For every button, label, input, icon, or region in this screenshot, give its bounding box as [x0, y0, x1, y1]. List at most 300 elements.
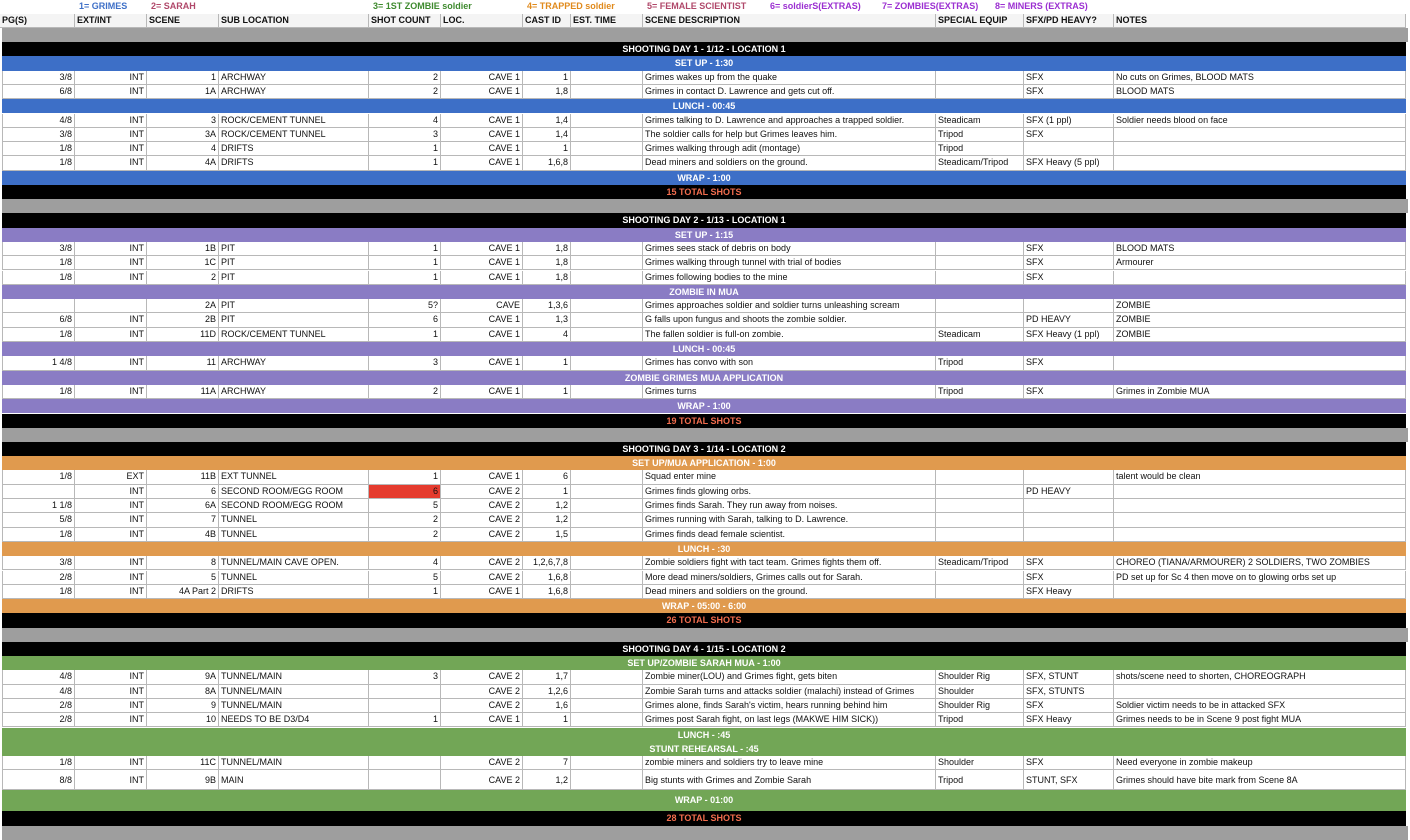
- cell-pages[interactable]: 3/8: [2, 556, 75, 570]
- cell-pages[interactable]: 1 4/8: [2, 356, 75, 370]
- cell-scene[interactable]: 1: [147, 71, 219, 85]
- cell-pages[interactable]: 8/8: [2, 770, 75, 790]
- cell-notes[interactable]: [1114, 271, 1406, 285]
- cell-ext-int[interactable]: INT: [75, 699, 147, 713]
- cell-shot-count[interactable]: 4: [369, 556, 441, 570]
- cell-sub-location[interactable]: TUNNEL: [219, 528, 369, 542]
- cell-notes[interactable]: [1114, 528, 1406, 542]
- cell-special-equip[interactable]: Steadicam: [936, 328, 1024, 342]
- cell-special-equip[interactable]: [936, 85, 1024, 99]
- cell-ext-int[interactable]: EXT: [75, 470, 147, 484]
- cell-pages[interactable]: 1/8: [2, 470, 75, 484]
- cell-shot-count[interactable]: 3: [369, 128, 441, 142]
- cell-scene-description[interactable]: Grimes finds Sarah. They run away from noises.: [643, 499, 936, 513]
- cell-est-time[interactable]: [571, 156, 643, 170]
- cell-special-equip[interactable]: Shoulder: [936, 756, 1024, 770]
- cell-location[interactable]: CAVE 2: [441, 571, 523, 585]
- cell-scene[interactable]: 2A: [147, 299, 219, 313]
- cell-notes[interactable]: ZOMBIE: [1114, 313, 1406, 327]
- cell-scene-description[interactable]: Grimes wakes up from the quake: [643, 71, 936, 85]
- cell-sub-location[interactable]: ARCHWAY: [219, 85, 369, 99]
- cell-shot-count[interactable]: 6: [369, 485, 441, 499]
- cell-special-equip[interactable]: [936, 242, 1024, 256]
- cell-cast-id[interactable]: 1,2: [523, 770, 571, 790]
- cell-location[interactable]: CAVE 1: [441, 470, 523, 484]
- cell-location[interactable]: CAVE 1: [441, 156, 523, 170]
- cell-scene-description[interactable]: Grimes post Sarah fight, on last legs (MAKWE HIM SICK)): [643, 713, 936, 727]
- cell-notes[interactable]: [1114, 142, 1406, 156]
- cell-special-equip[interactable]: [936, 71, 1024, 85]
- cell-scene-description[interactable]: Zombie soldiers fight with tact team. Grimes fights them off.: [643, 556, 936, 570]
- cell-sub-location[interactable]: PIT: [219, 271, 369, 285]
- cell-scene[interactable]: 11B: [147, 470, 219, 484]
- cell-scene-description[interactable]: Grimes following bodies to the mine: [643, 271, 936, 285]
- cell-scene-description[interactable]: Grimes walking through adit (montage): [643, 142, 936, 156]
- cell-ext-int[interactable]: INT: [75, 571, 147, 585]
- cell-sub-location[interactable]: TUNNEL/MAIN: [219, 685, 369, 699]
- cell-pages[interactable]: 4/8: [2, 670, 75, 684]
- cell-shot-count[interactable]: 4: [369, 114, 441, 128]
- cell-special-equip[interactable]: [936, 256, 1024, 270]
- cell-est-time[interactable]: [571, 328, 643, 342]
- cell-scene-description[interactable]: Grimes alone, finds Sarah's victim, hears running behind him: [643, 699, 936, 713]
- cell-notes[interactable]: [1114, 128, 1406, 142]
- cell-est-time[interactable]: [571, 556, 643, 570]
- cell-shot-count[interactable]: [369, 770, 441, 790]
- cell-notes[interactable]: [1114, 356, 1406, 370]
- cell-ext-int[interactable]: INT: [75, 114, 147, 128]
- cell-scene-description[interactable]: zombie miners and soldiers try to leave mine: [643, 756, 936, 770]
- cell-sub-location[interactable]: PIT: [219, 242, 369, 256]
- cell-sfx-pd-heavy[interactable]: SFX: [1024, 385, 1114, 399]
- cell-notes[interactable]: [1114, 156, 1406, 170]
- cell-pages[interactable]: 6/8: [2, 85, 75, 99]
- cell-scene[interactable]: 1A: [147, 85, 219, 99]
- cell-ext-int[interactable]: INT: [75, 156, 147, 170]
- cell-scene[interactable]: 11: [147, 356, 219, 370]
- cell-pages[interactable]: 3/8: [2, 128, 75, 142]
- cell-ext-int[interactable]: INT: [75, 271, 147, 285]
- cell-ext-int[interactable]: INT: [75, 756, 147, 770]
- cell-special-equip[interactable]: [936, 485, 1024, 499]
- cell-ext-int[interactable]: INT: [75, 142, 147, 156]
- cell-sub-location[interactable]: TUNNEL/MAIN: [219, 670, 369, 684]
- cell-scene[interactable]: 2B: [147, 313, 219, 327]
- cell-notes[interactable]: [1114, 485, 1406, 499]
- cell-scene[interactable]: 7: [147, 513, 219, 527]
- cell-scene-description[interactable]: The fallen soldier is full-on zombie.: [643, 328, 936, 342]
- cell-sfx-pd-heavy[interactable]: SFX: [1024, 699, 1114, 713]
- cell-special-equip[interactable]: Tripod: [936, 713, 1024, 727]
- cell-shot-count[interactable]: 1: [369, 142, 441, 156]
- cell-ext-int[interactable]: INT: [75, 556, 147, 570]
- cell-special-equip[interactable]: Tripod: [936, 385, 1024, 399]
- cell-pages[interactable]: 1/8: [2, 142, 75, 156]
- cell-shot-count[interactable]: 2: [369, 71, 441, 85]
- cell-notes[interactable]: Need everyone in zombie makeup: [1114, 756, 1406, 770]
- cell-scene[interactable]: 9B: [147, 770, 219, 790]
- cell-cast-id[interactable]: 1,6,8: [523, 585, 571, 599]
- cell-sfx-pd-heavy[interactable]: SFX (1 ppl): [1024, 114, 1114, 128]
- cell-scene-description[interactable]: Grimes walking through tunnel with trial of bodies: [643, 256, 936, 270]
- cell-shot-count[interactable]: 2: [369, 385, 441, 399]
- cell-sub-location[interactable]: TUNNEL/MAIN: [219, 756, 369, 770]
- cell-sfx-pd-heavy[interactable]: SFX Heavy: [1024, 713, 1114, 727]
- cell-scene-description[interactable]: Dead miners and soldiers on the ground.: [643, 585, 936, 599]
- cell-scene[interactable]: 4A: [147, 156, 219, 170]
- cell-location[interactable]: CAVE 1: [441, 256, 523, 270]
- cell-cast-id[interactable]: 1,6,8: [523, 156, 571, 170]
- cell-scene-description[interactable]: Zombie miner(LOU) and Grimes fight, gets biten: [643, 670, 936, 684]
- cell-est-time[interactable]: [571, 114, 643, 128]
- cell-sub-location[interactable]: ARCHWAY: [219, 71, 369, 85]
- cell-ext-int[interactable]: INT: [75, 670, 147, 684]
- cell-est-time[interactable]: [571, 699, 643, 713]
- cell-sfx-pd-heavy[interactable]: [1024, 142, 1114, 156]
- cell-sfx-pd-heavy[interactable]: SFX Heavy (1 ppl): [1024, 328, 1114, 342]
- cell-sub-location[interactable]: TUNNEL: [219, 571, 369, 585]
- cell-sub-location[interactable]: TUNNEL: [219, 513, 369, 527]
- cell-sub-location[interactable]: SECOND ROOM/EGG ROOM: [219, 499, 369, 513]
- cell-shot-count[interactable]: 2: [369, 85, 441, 99]
- cell-pages[interactable]: 4/8: [2, 685, 75, 699]
- cell-pages[interactable]: 3/8: [2, 242, 75, 256]
- cell-scene-description[interactable]: Dead miners and soldiers on the ground.: [643, 156, 936, 170]
- cell-location[interactable]: CAVE 1: [441, 713, 523, 727]
- cell-pages[interactable]: 2/8: [2, 699, 75, 713]
- cell-special-equip[interactable]: [936, 499, 1024, 513]
- cell-location[interactable]: CAVE 2: [441, 556, 523, 570]
- cell-cast-id[interactable]: 1,5: [523, 528, 571, 542]
- cell-notes[interactable]: PD set up for Sc 4 then move on to glowing orbs set up: [1114, 571, 1406, 585]
- cell-sub-location[interactable]: DRIFTS: [219, 585, 369, 599]
- cell-est-time[interactable]: [571, 499, 643, 513]
- cell-cast-id[interactable]: 1,6,8: [523, 571, 571, 585]
- cell-est-time[interactable]: [571, 299, 643, 313]
- cell-notes[interactable]: ZOMBIE: [1114, 328, 1406, 342]
- cell-sfx-pd-heavy[interactable]: [1024, 513, 1114, 527]
- cell-shot-count[interactable]: 6: [369, 313, 441, 327]
- cell-location[interactable]: CAVE 1: [441, 71, 523, 85]
- cell-ext-int[interactable]: INT: [75, 713, 147, 727]
- cell-location[interactable]: CAVE 2: [441, 685, 523, 699]
- cell-shot-count[interactable]: [369, 699, 441, 713]
- cell-scene[interactable]: 4: [147, 142, 219, 156]
- cell-sub-location[interactable]: PIT: [219, 299, 369, 313]
- cell-location[interactable]: CAVE 1: [441, 356, 523, 370]
- cell-cast-id[interactable]: 1,6: [523, 699, 571, 713]
- cell-sub-location[interactable]: PIT: [219, 256, 369, 270]
- cell-sfx-pd-heavy[interactable]: SFX: [1024, 356, 1114, 370]
- cell-sfx-pd-heavy[interactable]: [1024, 299, 1114, 313]
- cell-ext-int[interactable]: INT: [75, 256, 147, 270]
- cell-notes[interactable]: Armourer: [1114, 256, 1406, 270]
- cell-est-time[interactable]: [571, 256, 643, 270]
- cell-est-time[interactable]: [571, 271, 643, 285]
- cell-shot-count[interactable]: 2: [369, 513, 441, 527]
- cell-scene-description[interactable]: Grimes in contact D. Lawrence and gets cut off.: [643, 85, 936, 99]
- cell-est-time[interactable]: [571, 242, 643, 256]
- cell-cast-id[interactable]: 1,8: [523, 242, 571, 256]
- cell-sub-location[interactable]: TUNNEL/MAIN: [219, 699, 369, 713]
- cell-scene[interactable]: 2: [147, 271, 219, 285]
- cell-scene[interactable]: 11D: [147, 328, 219, 342]
- cell-cast-id[interactable]: 1: [523, 713, 571, 727]
- cell-location[interactable]: CAVE 2: [441, 770, 523, 790]
- cell-sfx-pd-heavy[interactable]: SFX: [1024, 556, 1114, 570]
- cell-scene-description[interactable]: G falls upon fungus and shoots the zombie soldier.: [643, 313, 936, 327]
- cell-special-equip[interactable]: Shoulder: [936, 685, 1024, 699]
- cell-scene-description[interactable]: More dead miners/soldiers, Grimes calls out for Sarah.: [643, 571, 936, 585]
- cell-scene[interactable]: 11C: [147, 756, 219, 770]
- cell-pages[interactable]: 1/8: [2, 156, 75, 170]
- cell-special-equip[interactable]: [936, 313, 1024, 327]
- cell-scene[interactable]: 9: [147, 699, 219, 713]
- cell-est-time[interactable]: [571, 71, 643, 85]
- cell-scene[interactable]: 10: [147, 713, 219, 727]
- cell-shot-count[interactable]: 5: [369, 499, 441, 513]
- cell-ext-int[interactable]: INT: [75, 128, 147, 142]
- cell-ext-int[interactable]: INT: [75, 385, 147, 399]
- cell-pages[interactable]: [2, 485, 75, 499]
- cell-location[interactable]: CAVE 2: [441, 699, 523, 713]
- cell-notes[interactable]: Grimes needs to be in Scene 9 post fight MUA: [1114, 713, 1406, 727]
- cell-shot-count[interactable]: 3: [369, 670, 441, 684]
- cell-ext-int[interactable]: INT: [75, 685, 147, 699]
- cell-notes[interactable]: Grimes in Zombie MUA: [1114, 385, 1406, 399]
- cell-scene[interactable]: 4A Part 2: [147, 585, 219, 599]
- cell-est-time[interactable]: [571, 756, 643, 770]
- cell-scene[interactable]: 8A: [147, 685, 219, 699]
- cell-special-equip[interactable]: [936, 571, 1024, 585]
- cell-sub-location[interactable]: EXT TUNNEL: [219, 470, 369, 484]
- cell-special-equip[interactable]: Tripod: [936, 128, 1024, 142]
- cell-shot-count[interactable]: 1: [369, 156, 441, 170]
- cell-est-time[interactable]: [571, 571, 643, 585]
- cell-location[interactable]: CAVE 2: [441, 756, 523, 770]
- cell-shot-count[interactable]: 5?: [369, 299, 441, 313]
- cell-cast-id[interactable]: 1,3: [523, 313, 571, 327]
- cell-pages[interactable]: 1/8: [2, 756, 75, 770]
- cell-location[interactable]: CAVE 1: [441, 85, 523, 99]
- cell-scene-description[interactable]: Grimes approaches soldier and soldier turns unleashing scream: [643, 299, 936, 313]
- cell-cast-id[interactable]: 4: [523, 328, 571, 342]
- cell-shot-count[interactable]: 1: [369, 271, 441, 285]
- cell-est-time[interactable]: [571, 356, 643, 370]
- cell-est-time[interactable]: [571, 485, 643, 499]
- cell-notes[interactable]: ZOMBIE: [1114, 299, 1406, 313]
- cell-sfx-pd-heavy[interactable]: SFX, STUNTS: [1024, 685, 1114, 699]
- cell-ext-int[interactable]: INT: [75, 313, 147, 327]
- cell-pages[interactable]: 1 1/8: [2, 499, 75, 513]
- cell-sub-location[interactable]: PIT: [219, 313, 369, 327]
- cell-special-equip[interactable]: [936, 299, 1024, 313]
- cell-location[interactable]: CAVE 1: [441, 328, 523, 342]
- cell-sub-location[interactable]: ROCK/CEMENT TUNNEL: [219, 128, 369, 142]
- cell-location[interactable]: CAVE 2: [441, 485, 523, 499]
- cell-scene-description[interactable]: Zombie Sarah turns and attacks soldier (malachi) instead of Grimes: [643, 685, 936, 699]
- cell-sub-location[interactable]: SECOND ROOM/EGG ROOM: [219, 485, 369, 499]
- cell-pages[interactable]: 1/8: [2, 385, 75, 399]
- cell-cast-id[interactable]: 1,2: [523, 499, 571, 513]
- cell-cast-id[interactable]: 1,7: [523, 670, 571, 684]
- cell-shot-count[interactable]: 1: [369, 585, 441, 599]
- cell-location[interactable]: CAVE 1: [441, 385, 523, 399]
- cell-est-time[interactable]: [571, 313, 643, 327]
- cell-ext-int[interactable]: INT: [75, 71, 147, 85]
- cell-notes[interactable]: CHOREO (TIANA/ARMOURER) 2 SOLDIERS, TWO ZOMBIES: [1114, 556, 1406, 570]
- cell-ext-int[interactable]: INT: [75, 328, 147, 342]
- cell-sub-location[interactable]: NEEDS TO BE D3/D4: [219, 713, 369, 727]
- cell-pages[interactable]: 1/8: [2, 585, 75, 599]
- cell-location[interactable]: CAVE 2: [441, 528, 523, 542]
- cell-notes[interactable]: [1114, 585, 1406, 599]
- cell-location[interactable]: CAVE 2: [441, 513, 523, 527]
- cell-sfx-pd-heavy[interactable]: PD HEAVY: [1024, 313, 1114, 327]
- cell-shot-count[interactable]: 1: [369, 242, 441, 256]
- cell-pages[interactable]: 1/8: [2, 528, 75, 542]
- cell-scene[interactable]: 6A: [147, 499, 219, 513]
- cell-cast-id[interactable]: 1,8: [523, 85, 571, 99]
- cell-pages[interactable]: 1/8: [2, 328, 75, 342]
- cell-scene[interactable]: 6: [147, 485, 219, 499]
- cell-pages[interactable]: 1/8: [2, 271, 75, 285]
- cell-special-equip[interactable]: Shoulder Rig: [936, 670, 1024, 684]
- cell-special-equip[interactable]: [936, 513, 1024, 527]
- cell-sfx-pd-heavy[interactable]: SFX: [1024, 71, 1114, 85]
- cell-special-equip[interactable]: Tripod: [936, 142, 1024, 156]
- cell-pages[interactable]: 1/8: [2, 256, 75, 270]
- cell-shot-count[interactable]: 2: [369, 528, 441, 542]
- cell-scene-description[interactable]: Grimes sees stack of debris on body: [643, 242, 936, 256]
- cell-sfx-pd-heavy[interactable]: [1024, 528, 1114, 542]
- cell-pages[interactable]: 3/8: [2, 71, 75, 85]
- cell-notes[interactable]: No cuts on Grimes, BLOOD MATS: [1114, 71, 1406, 85]
- cell-sfx-pd-heavy[interactable]: SFX: [1024, 256, 1114, 270]
- cell-sub-location[interactable]: DRIFTS: [219, 156, 369, 170]
- cell-scene-description[interactable]: Grimes turns: [643, 385, 936, 399]
- cell-sfx-pd-heavy[interactable]: [1024, 499, 1114, 513]
- cell-est-time[interactable]: [571, 128, 643, 142]
- cell-special-equip[interactable]: Shoulder Rig: [936, 699, 1024, 713]
- cell-est-time[interactable]: [571, 585, 643, 599]
- cell-special-equip[interactable]: Steadicam/Tripod: [936, 156, 1024, 170]
- cell-sfx-pd-heavy[interactable]: PD HEAVY: [1024, 485, 1114, 499]
- cell-special-equip[interactable]: [936, 528, 1024, 542]
- cell-notes[interactable]: [1114, 685, 1406, 699]
- cell-est-time[interactable]: [571, 385, 643, 399]
- cell-location[interactable]: CAVE: [441, 299, 523, 313]
- cell-location[interactable]: CAVE 2: [441, 670, 523, 684]
- cell-scene-description[interactable]: The soldier calls for help but Grimes leaves him.: [643, 128, 936, 142]
- cell-scene-description[interactable]: Grimes finds glowing orbs.: [643, 485, 936, 499]
- cell-ext-int[interactable]: INT: [75, 528, 147, 542]
- cell-pages[interactable]: 2/8: [2, 713, 75, 727]
- cell-notes[interactable]: BLOOD MATS: [1114, 242, 1406, 256]
- cell-scene-description[interactable]: Grimes talking to D. Lawrence and approaches a trapped soldier.: [643, 114, 936, 128]
- cell-cast-id[interactable]: 6: [523, 470, 571, 484]
- cell-sfx-pd-heavy[interactable]: SFX: [1024, 128, 1114, 142]
- cell-notes[interactable]: Soldier victim needs to be in attacked SFX: [1114, 699, 1406, 713]
- cell-ext-int[interactable]: INT: [75, 770, 147, 790]
- cell-notes[interactable]: shots/scene need to shorten, CHOREOGRAPH: [1114, 670, 1406, 684]
- cell-sub-location[interactable]: MAIN: [219, 770, 369, 790]
- cell-location[interactable]: CAVE 1: [441, 114, 523, 128]
- cell-cast-id[interactable]: 1,2: [523, 513, 571, 527]
- cell-est-time[interactable]: [571, 670, 643, 684]
- cell-scene[interactable]: 1B: [147, 242, 219, 256]
- cell-location[interactable]: CAVE 2: [441, 499, 523, 513]
- cell-sfx-pd-heavy[interactable]: SFX: [1024, 85, 1114, 99]
- cell-pages[interactable]: 2/8: [2, 571, 75, 585]
- cell-pages[interactable]: [2, 299, 75, 313]
- cell-notes[interactable]: Soldier needs blood on face: [1114, 114, 1406, 128]
- cell-shot-count[interactable]: 1: [369, 256, 441, 270]
- cell-sub-location[interactable]: TUNNEL/MAIN CAVE OPEN.: [219, 556, 369, 570]
- cell-scene-description[interactable]: Grimes running with Sarah, talking to D. Lawrence.: [643, 513, 936, 527]
- cell-est-time[interactable]: [571, 528, 643, 542]
- cell-shot-count[interactable]: 1: [369, 328, 441, 342]
- cell-shot-count[interactable]: 1: [369, 713, 441, 727]
- cell-shot-count[interactable]: [369, 685, 441, 699]
- cell-cast-id[interactable]: 1,8: [523, 256, 571, 270]
- cell-shot-count[interactable]: 5: [369, 571, 441, 585]
- cell-cast-id[interactable]: 1: [523, 485, 571, 499]
- cell-location[interactable]: CAVE 1: [441, 313, 523, 327]
- cell-scene[interactable]: 3: [147, 114, 219, 128]
- cell-pages[interactable]: 5/8: [2, 513, 75, 527]
- cell-cast-id[interactable]: 1,2,6: [523, 685, 571, 699]
- cell-scene-description[interactable]: Grimes finds dead female scientist.: [643, 528, 936, 542]
- cell-sub-location[interactable]: ROCK/CEMENT TUNNEL: [219, 328, 369, 342]
- cell-sub-location[interactable]: ROCK/CEMENT TUNNEL: [219, 114, 369, 128]
- cell-cast-id[interactable]: 1,2,6,7,8: [523, 556, 571, 570]
- cell-sfx-pd-heavy[interactable]: SFX: [1024, 242, 1114, 256]
- cell-special-equip[interactable]: Steadicam: [936, 114, 1024, 128]
- cell-cast-id[interactable]: 7: [523, 756, 571, 770]
- cell-location[interactable]: CAVE 1: [441, 128, 523, 142]
- cell-sfx-pd-heavy[interactable]: SFX: [1024, 271, 1114, 285]
- cell-sfx-pd-heavy[interactable]: SFX: [1024, 571, 1114, 585]
- cell-sub-location[interactable]: DRIFTS: [219, 142, 369, 156]
- cell-scene[interactable]: 9A: [147, 670, 219, 684]
- cell-est-time[interactable]: [571, 470, 643, 484]
- cell-cast-id[interactable]: 1,4: [523, 128, 571, 142]
- cell-notes[interactable]: [1114, 513, 1406, 527]
- cell-sfx-pd-heavy[interactable]: SFX: [1024, 756, 1114, 770]
- cell-scene[interactable]: 5: [147, 571, 219, 585]
- cell-scene-description[interactable]: Grimes has convo with son: [643, 356, 936, 370]
- cell-scene-description[interactable]: Squad enter mine: [643, 470, 936, 484]
- cell-est-time[interactable]: [571, 142, 643, 156]
- cell-cast-id[interactable]: 1: [523, 142, 571, 156]
- cell-special-equip[interactable]: [936, 585, 1024, 599]
- cell-scene[interactable]: 1C: [147, 256, 219, 270]
- cell-ext-int[interactable]: INT: [75, 585, 147, 599]
- cell-ext-int[interactable]: INT: [75, 499, 147, 513]
- cell-special-equip[interactable]: Tripod: [936, 770, 1024, 790]
- cell-sub-location[interactable]: ARCHWAY: [219, 356, 369, 370]
- cell-special-equip[interactable]: [936, 470, 1024, 484]
- cell-sfx-pd-heavy[interactable]: SFX Heavy (5 ppl): [1024, 156, 1114, 170]
- cell-pages[interactable]: 6/8: [2, 313, 75, 327]
- cell-pages[interactable]: 4/8: [2, 114, 75, 128]
- cell-sfx-pd-heavy[interactable]: SFX Heavy: [1024, 585, 1114, 599]
- cell-scene[interactable]: 4B: [147, 528, 219, 542]
- cell-special-equip[interactable]: [936, 271, 1024, 285]
- cell-cast-id[interactable]: 1,8: [523, 271, 571, 285]
- cell-cast-id[interactable]: 1: [523, 385, 571, 399]
